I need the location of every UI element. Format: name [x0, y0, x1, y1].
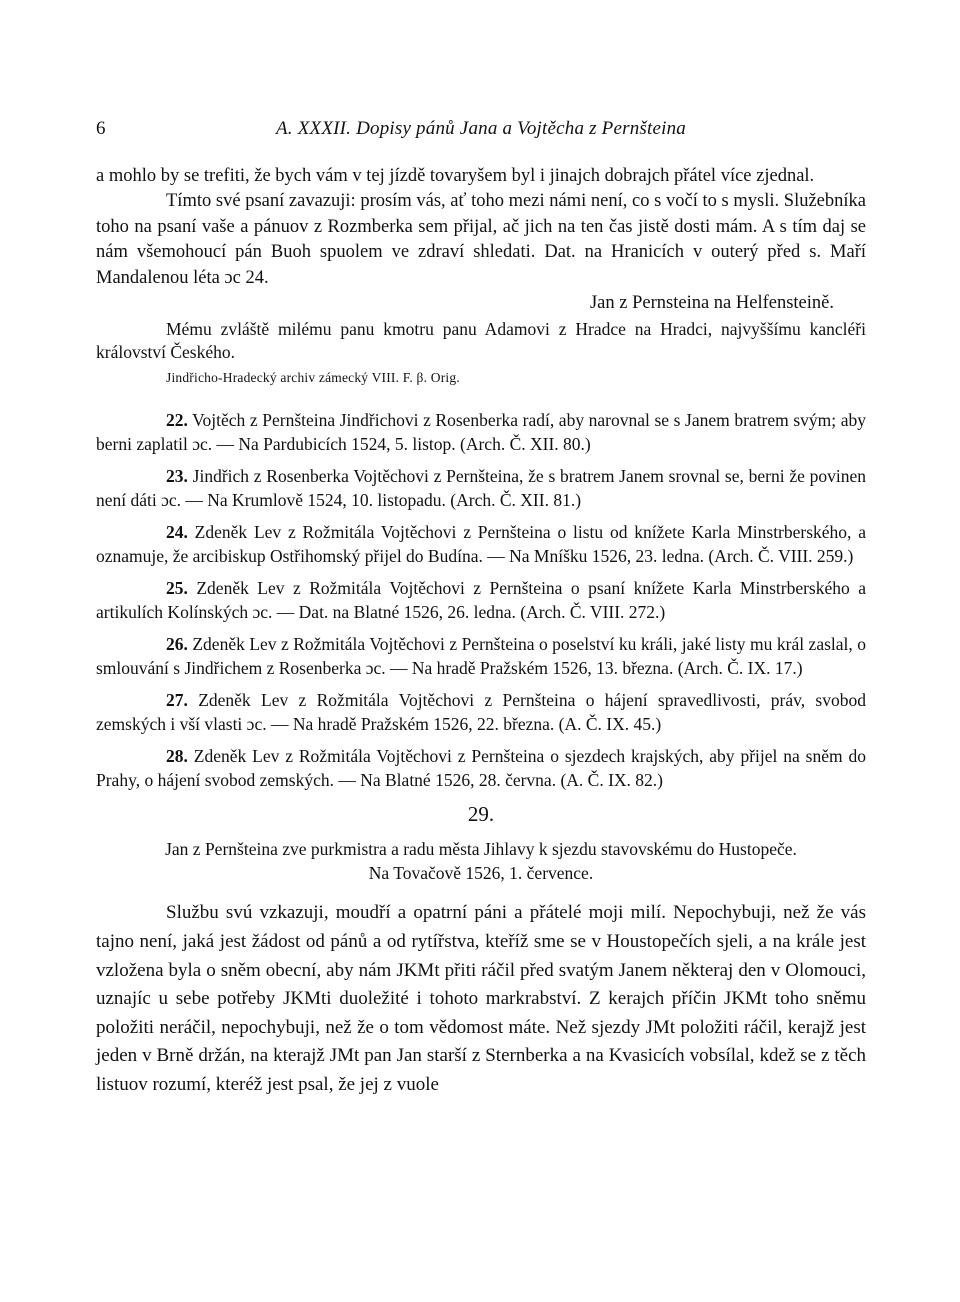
letter-paragraph-1: a mohlo by se trefiti, že bych vám v tej jízdě tovaryšem byl i jinajch dobrajch přátel více zjednal.: [96, 166, 815, 186]
regest-text: Zdeněk Lev z Rožmitála Vojtěchovi z Pernšteina o listu od knížete Karla Minstrberského, a oznamuje, že arcibiskup Ostřihomský přijel do Budína. — Na Mníšku 1526, 23. ledna. (Arch. Č. VIII. 259.): [96, 522, 866, 567]
letter-signature: Jan z Pernsteina na Helfensteině.: [589, 293, 834, 314]
regest-item: [96, 632, 866, 680]
regest-number: 25.: [166, 578, 188, 599]
page-number: 6: [96, 118, 106, 139]
document-paragraph: Službu svú vzkazuji, moudří a opatrní páni a přátelé moji milí. Nepochybuji, než že vás tajno není, jaká jest žádost od pánů a od rytířstva, kteříž sme se v Houstopečích sjeli, a na krále jest vzložena byla o sněm obecní, aby nám JKMt přiti ráčil před svatým Janem některaj den v Olomouci, uznajíc u sebe potřeby JKMti duoležité i tohoto markrabství. Z kerajch příčin JKMt toho sněmu položiti neráčil, nepochybuji, než že o tom vědomost máte. Než sjezdy JMt položiti ráčil, kerajž jest jeden v Brně držán, na kterajž JMt pan Jan starší z Sternberka a na Kvasicích vobsílal, kdež se z těch listuov rozumí, kteréž jest psal, že jej z vuole: [96, 902, 866, 1095]
document-title: Jan z Pernšteina zve purkmistra a radu města Jihlavy k sjezdu stavovskému do Hustopeče.: [165, 839, 797, 860]
regest-number: 27.: [166, 690, 188, 711]
regest-list: [96, 408, 866, 792]
page-body: [96, 164, 866, 1100]
regest-text: Zdeněk Lev z Rožmitála Vojtěchovi z Pernšteina o hájení spravedlivosti, práv, svobod zemských i vší vlasti ɔc. — Na hradě Pražském 1526, 22. března. (A. Č. IX. 45.): [96, 690, 866, 735]
regest-item: [96, 744, 866, 792]
regest-number: 26.: [166, 634, 188, 655]
regest-number: 28.: [166, 746, 188, 767]
regest-number: 23.: [166, 466, 188, 487]
regest-item: [96, 520, 866, 568]
regest-item: [96, 408, 866, 456]
archival-source: Jindřicho-Hradecký archiv zámecký VIII. F. β. Orig.: [166, 370, 460, 386]
letter-address: Mému zvláště milému panu kmotru panu Adamovi z Hradce na Hradci, najvyššímu kancléři království Českého.: [96, 319, 866, 363]
letter-paragraph-2: Tímto své psaní zavazuji: prosím vás, ať toho mezi námi není, co s vočí to s mysli. Služebníka toho na psaní vaše a pánuov z Rozmberka sem přijal, ač jich na ten čas jistě dosti mám. A s tím daj se nám všemohoucí pán Buoh spuolem ve zdraví shledati. Dat. na Hranicích v outerý před s. Maří Mandalenou léta ɔc 24.: [96, 191, 866, 288]
regest-text: Vojtěch z Pernšteina Jindřichovi z Rosenberka radí, aby narovnal se s Janem bratrem svým; aby berni zaplatil ɔc. — Na Pardubicích 1524, 5. listop. (Arch. Č. XII. 80.): [96, 410, 867, 455]
regest-text: Jindřich z Rosenberka Vojtěchovi z Pernšteina, že s bratrem Janem srovnal se, berni že povinen není dáti ɔc. — Na Krumlově 1524, 10. listopadu. (Arch. Č. XII. 81.): [96, 466, 867, 511]
regest-item: [96, 576, 866, 624]
regest-number: 22.: [166, 410, 188, 431]
document-date: Na Tovačově 1526, 1. července.: [368, 863, 594, 884]
running-title: A. XXXII. Dopisy pánů Jana a Vojtěcha z Pernšteina: [276, 118, 686, 139]
regest-item: [96, 464, 866, 512]
regest-text: Zdeněk Lev z Rožmitála Vojtěchovi z Pernšteina o psaní knížete Karla Minstrberského a artikulích Kolínských ɔc. — Dat. na Blatné 1526, 26. ledna. (Arch. Č. VIII. 272.): [96, 578, 866, 623]
regest-text: Zdeněk Lev z Rožmitála Vojtěchovi z Pernšteina o poselství ku králi, jaké listy mu král zaslal, o smlouvání s Jindřichem z Rosenberka ɔc. — Na hradě Pražském 1526, 13. března. (Arch. Č. IX. 17.): [96, 634, 866, 679]
document-text: [96, 899, 866, 1099]
document-number: 29.: [467, 802, 495, 827]
regest-item: [96, 688, 866, 736]
regest-text: Zdeněk Lev z Rožmitála Vojtěchovi z Pernšteina o sjezdech krajských, aby přijel na sněm do Prahy, o hájení svobod zemských. — Na Blatné 1526, 28. června. (A. Č. IX. 82.): [96, 746, 866, 791]
regest-number: 24.: [166, 522, 188, 543]
page-header: [96, 118, 866, 144]
